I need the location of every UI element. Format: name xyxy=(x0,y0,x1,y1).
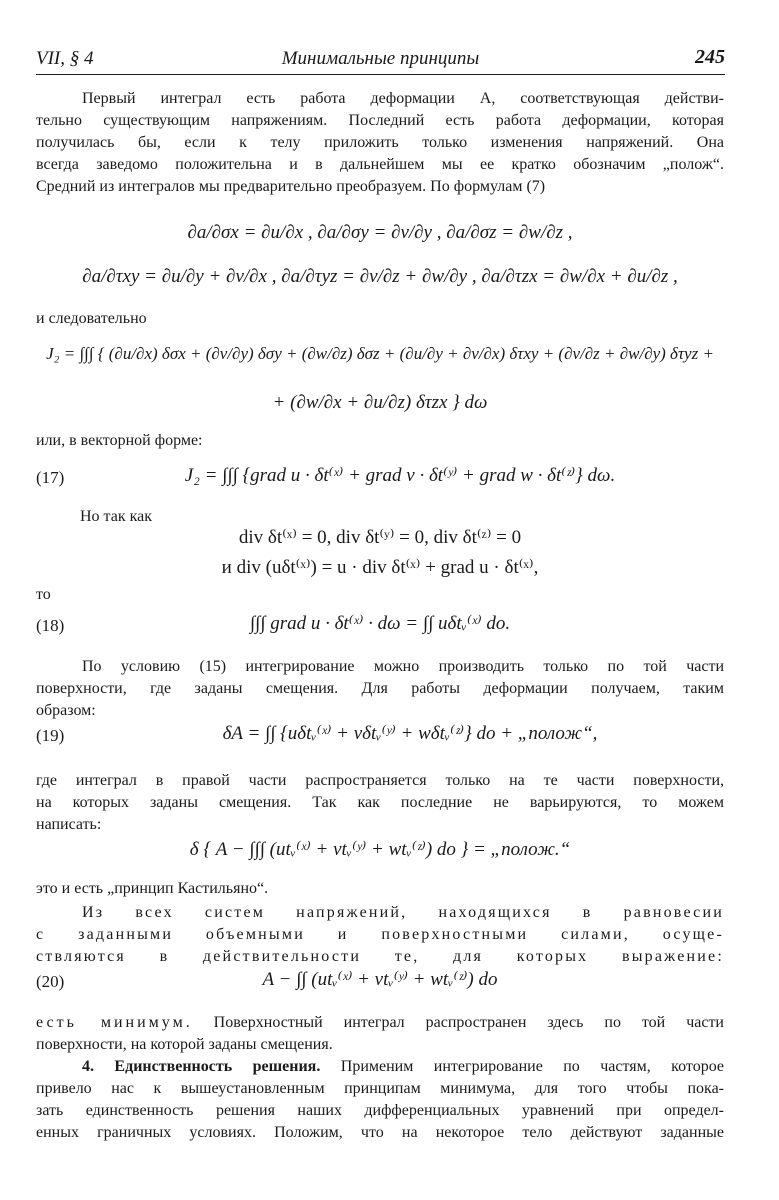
equation-div-zero: div δt⁽ˣ⁾ = 0, div δt⁽ʸ⁾ = 0, div δt⁽ᶻ⁾ = 0 xyxy=(238,527,522,548)
text-line: получилась бы, если к телу приложить только изменения напряжений. Она xyxy=(36,134,724,151)
text-line: образом: xyxy=(36,702,96,719)
equation-partials-shear: ∂a/∂τxy = ∂u/∂y + ∂v/∂x , ∂a/∂τyz = ∂v/∂z + ∂w/∂y , ∂a/∂τzx = ∂w/∂x + ∂u/∂z , xyxy=(82,266,678,287)
running-title: Минимальные принципы xyxy=(281,48,480,69)
equation-number-18: (18) xyxy=(36,616,65,635)
paragraph-minimum xyxy=(36,1012,724,1056)
text-line: Из всех систем напряжений, находящихся в равновесии xyxy=(82,904,724,921)
text-line: зать единственность решения наших дифференциальных уравнений при определ- xyxy=(36,1102,724,1119)
equation-partials-normal: ∂a/∂σx = ∂u/∂x , ∂a/∂σy = ∂v/∂y , ∂a/∂σz = ∂w/∂z , xyxy=(187,222,573,243)
text-line: привело нас к вышеустановленным принципам минимума, для того чтобы пока- xyxy=(36,1080,724,1097)
text-line: на которых заданы смещения. Так как последние не варьируются, то можем xyxy=(36,794,724,811)
text-line: поверхности, на которой заданы смещения. xyxy=(36,1036,333,1053)
text-line: енных граничных условиях. Положим, что на некоторое тело действуют заданные xyxy=(36,1124,724,1141)
equation-number-20: (20) xyxy=(36,972,65,991)
page-number: 245 xyxy=(695,46,725,68)
text-line: ствляются в действительности те, для которых выражение: xyxy=(36,948,724,965)
equation-j2-line2: + (∂w/∂x + ∂u/∂z) δτzx } dω xyxy=(272,392,488,413)
text-castigliano: это и есть „принцип Кастильяно“. xyxy=(36,880,269,897)
paragraph-surface-integral xyxy=(36,770,724,836)
text-line: поверхности, где заданы смещения. Для работы деформации получаем, таким xyxy=(36,680,724,697)
spaced-text: есть минимум. xyxy=(36,1014,193,1031)
equation-18: ∫∫∫ grad u · δt⁽ˣ⁾ · dω = ∫∫ uδtᵥ⁽ˣ⁾ do. xyxy=(249,613,511,634)
equation-number-19: (19) xyxy=(36,726,65,745)
text-then: то xyxy=(36,586,51,603)
text-line: написать: xyxy=(36,816,102,833)
chapter-section: VII, § 4 xyxy=(36,48,94,69)
equation-17: J₂ = ∫∫∫ {grad u · δt⁽ˣ⁾ + grad v · δt⁽ʸ⁾ + grad w · δt⁽ᶻ⁾} dω. xyxy=(184,465,616,486)
equation-div-product: и div (uδt⁽ˣ⁾) = u · div δt⁽ˣ⁾ + grad u · δt⁽ˣ⁾, xyxy=(221,557,539,578)
equation-number-17: (17) xyxy=(36,468,65,487)
text-line: Средний из интегралов мы предварительно преобразуем. По формулам (7) xyxy=(36,178,546,195)
paragraph-principle xyxy=(36,902,724,968)
text-consequently: и следовательно xyxy=(36,310,147,327)
text-line: всегда заведомо положительна и в дальнейшем мы ее кратко обозначим „полож“. xyxy=(36,156,724,173)
text-run: Поверхностный интеграл распространен здесь по той части xyxy=(192,1014,724,1031)
running-header xyxy=(36,44,725,75)
text-line: Первый интеграл есть работа деформации A, соответствующая действи- xyxy=(82,90,724,107)
paragraph-uniqueness xyxy=(36,1056,724,1144)
text-line: тельно существующим напряжениям. Последний есть работа деформации, которая xyxy=(36,112,724,129)
text-vector-form: или, в векторной форме: xyxy=(36,432,203,449)
equation-19: δA = ∫∫ {uδtᵥ⁽ˣ⁾ + vδtᵥ⁽ʸ⁾ + wδtᵥ⁽ᶻ⁾} do + „полож“, xyxy=(222,723,598,744)
equation-20: A − ∫∫ (utᵥ⁽ˣ⁾ + vtᵥ⁽ʸ⁾ + wtᵥ⁽ᶻ⁾) do xyxy=(262,969,498,990)
text-line: где интеграл в правой части распространяется только на те части поверхности, xyxy=(36,772,724,789)
text-line: с заданными объемными и поверхностными силами, осуще- xyxy=(36,926,724,943)
equation-j2-line1: J₂ = ∫∫∫ { (∂u/∂x) δσx + (∂v/∂y) δσy + (∂w/∂z) δσz + (∂u/∂y + ∂v/∂x) δτxy + (∂v/∂z + ∂w/∂y) δτyz + xyxy=(46,344,714,363)
section-heading: 4. Единственность решения. xyxy=(82,1058,321,1075)
text-line: По условию (15) интегрирование можно производить только по той части xyxy=(82,658,724,675)
paragraph-work-deformation xyxy=(36,88,724,198)
paragraph-integration-condition xyxy=(36,656,724,722)
equation-variation: δ { A − ∫∫∫ (utᵥ⁽ˣ⁾ + vtᵥ⁽ʸ⁾ + wtᵥ⁽ᶻ⁾) do } = „полож.“ xyxy=(189,839,571,860)
text-run: Применим интегрирование по частям, которое xyxy=(320,1058,725,1075)
text-but-since: Но так как xyxy=(80,508,153,525)
